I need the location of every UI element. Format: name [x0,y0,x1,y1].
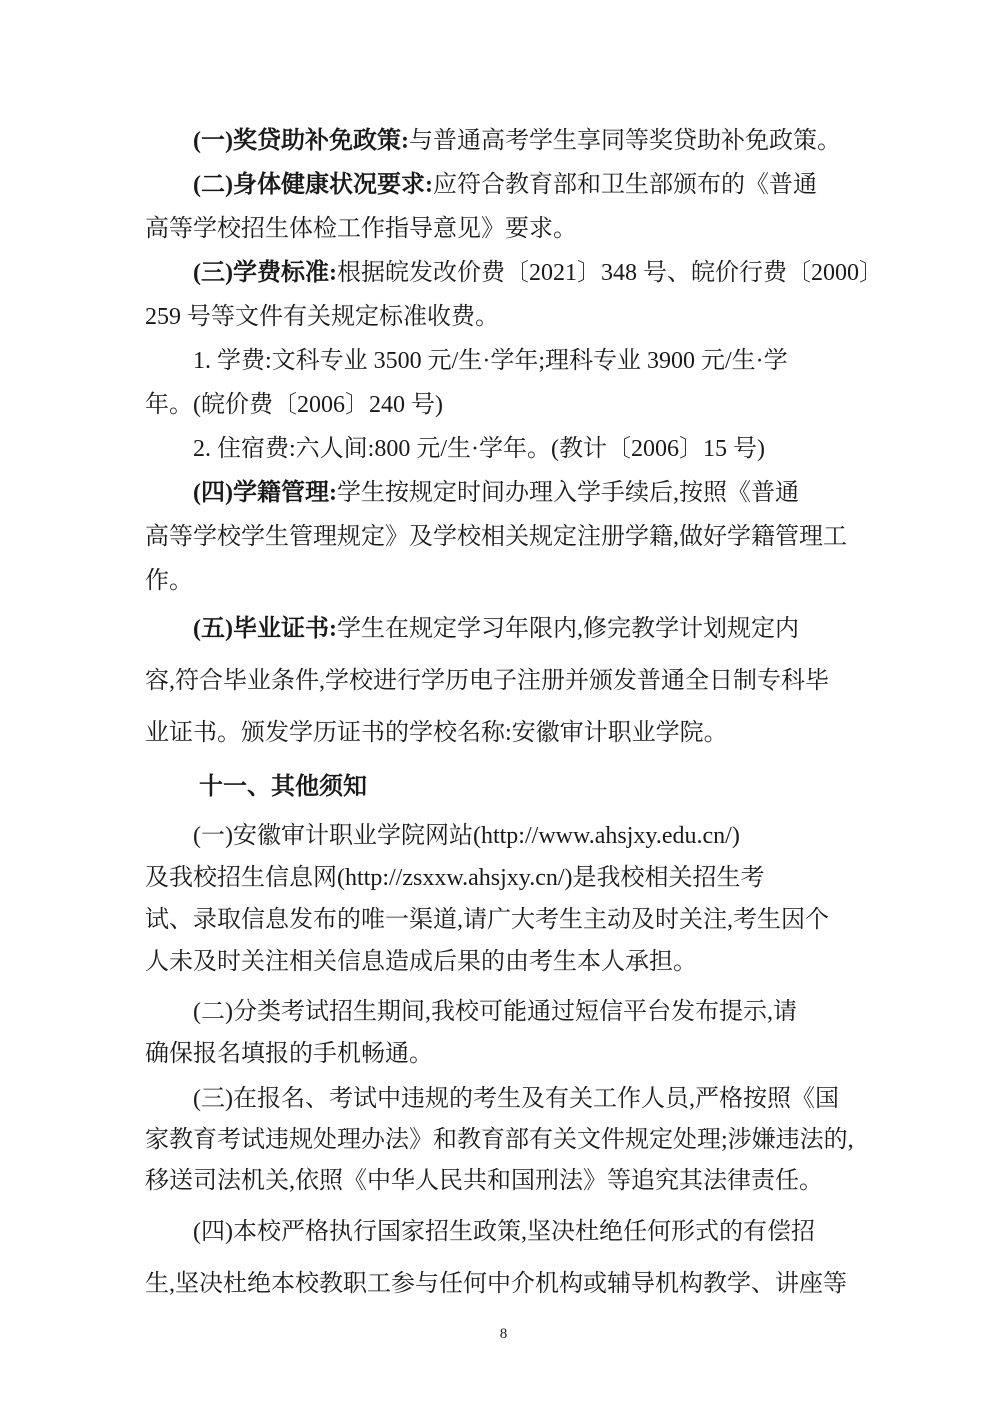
paragraph-line [145,119,867,163]
paragraph-line: 确保报名填报的手机畅通。 [145,1041,433,1067]
paragraph-tuition-fee [145,339,867,427]
paragraph-lead: (一)奖贷助补免政策: [193,128,409,154]
paragraph-line: 高等学校招生体检工作指导意见》要求。 [145,216,577,242]
paragraph-enrollment-management [145,471,867,603]
paragraph-line [145,471,867,515]
paragraph-lead: (四)学籍管理: [193,480,337,506]
paragraph-line [145,251,883,295]
paragraph-line: 人未及时关注相关信息造成后果的由考生本人承担。 [145,949,697,975]
paragraph-line: 年。(皖价费〔2006〕240 号) [145,392,443,418]
paragraph-line: (四)本校严格执行国家招生政策,坚决杜绝任何形式的有偿招 [193,1219,815,1245]
paragraph-official-websites [145,815,867,983]
paragraph-line: 高等学校学生管理规定》及学校相关规定注册学籍,做好学籍管理工 [145,524,847,550]
paragraph-text: 学生按规定时间办理入学手续后,按照《普通 [336,480,799,506]
paragraph-line: 家教育考试违规处理办法》和教育部有关文件规定处理;涉嫌违法的, [145,1127,854,1153]
paragraph-line: (二)分类考试招生期间,我校可能通过短信平台发布提示,请 [193,999,797,1025]
paragraph-line: 容,符合毕业条件,学校进行学历电子注册并颁发普通全日制专科毕 [145,668,829,694]
paragraph-line: 移送司法机关,依照《中华人民共和国刑法》等追究其法律责任。 [145,1168,823,1194]
paragraph-line: 2. 住宿费:六人间:800 元/生·学年。(教计〔2006〕15 号) [193,436,765,462]
page-number: 8 [499,1326,508,1342]
paragraph-lead: (三)学费标准: [193,260,337,286]
paragraph-line [145,603,867,655]
document-body [145,119,883,1310]
paragraph-lead: (二)身体健康状况要求: [193,172,433,198]
paragraph-line: 试、录取信息发布的唯一渠道,请广大考生主动及时关注,考生因个 [145,907,829,933]
paragraph-line: (一)安徽审计职业学院网站(http://www.ahsjxy.edu.cn/) [193,823,740,849]
paragraph-line [145,163,867,207]
paragraph-scholarship-policy [145,119,867,163]
paragraph-line: 业证书。颁发学历证书的学校名称:安徽审计职业学院。 [145,720,728,746]
paragraph-text: 根据皖发改价费〔2021〕348 号、皖价行费〔2000〕 [336,260,883,286]
paragraph-violation-handling [145,1079,867,1202]
paragraph-text: 学生在规定学习年限内,修完教学计划规定内 [336,616,799,642]
paragraph-accommodation-fee [145,427,867,471]
paragraph-line: 及我校招生信息网(http://zsxxw.ahsjxy.cn/)是我校相关招生考 [145,865,765,891]
paragraph-line: 作。 [145,568,193,594]
paragraph-health-requirement [145,163,867,251]
paragraph-line: 1. 学费:文科专业 3500 元/生·学年;理科专业 3900 元/生·学 [193,348,788,374]
paragraph-sms-notice [145,991,867,1075]
paragraph-line: 259 号等文件有关规定标准收费。 [145,304,499,330]
paragraph-text: 应符合教育部和卫生部颁布的《普通 [432,172,817,198]
paragraph-recruitment-policy [145,1206,867,1310]
paragraph-line: 生,坚决杜绝本校教职工参与任何中介机构或辅导机构教学、讲座等 [145,1271,847,1297]
paragraph-diploma [145,603,867,759]
paragraph-lead: (五)毕业证书: [193,616,337,642]
paragraph-tuition-standard [145,251,883,339]
section-heading-other-notes: 十一、其他须知 [199,774,367,800]
paragraph-text: 与普通高考学生享同等奖贷助补免政策。 [408,128,841,154]
paragraph-line: (三)在报名、考试中违规的考生及有关工作人员,严格按照《国 [193,1086,839,1112]
